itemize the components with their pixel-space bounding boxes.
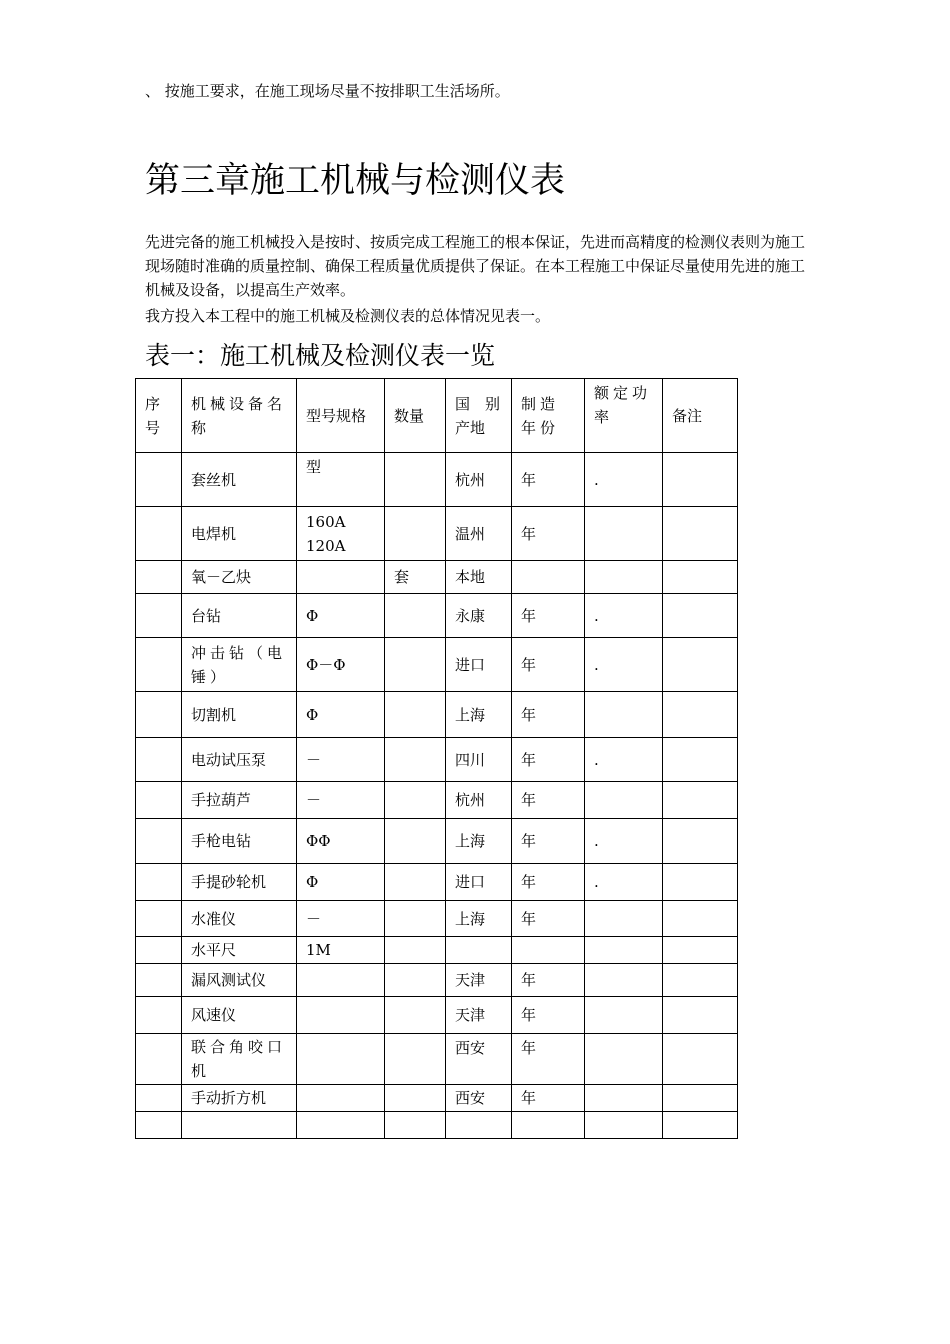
- cell-power: .: [585, 864, 663, 901]
- cell-name: 手动折方机: [182, 1085, 297, 1112]
- table-header-row: [136, 379, 738, 453]
- cell-notes: [663, 782, 738, 819]
- cell-model: 160A 120A: [297, 507, 385, 561]
- cell-name: 手枪电钻: [182, 819, 297, 864]
- cell-seq: [136, 819, 182, 864]
- cell-name: 冲击钻（电锤）: [182, 638, 297, 692]
- table-row: [136, 1112, 738, 1139]
- cell-name: 手拉葫芦: [182, 782, 297, 819]
- table-row: [136, 1085, 738, 1112]
- cell-model: Φ: [297, 692, 385, 738]
- cell-seq: [136, 738, 182, 782]
- cell-qty: [385, 1034, 446, 1085]
- cell-qty: [385, 937, 446, 964]
- cell-origin: 杭州: [446, 453, 512, 507]
- cell-model: [297, 1085, 385, 1112]
- cell-name: 套丝机: [182, 453, 297, 507]
- cell-notes: [663, 1034, 738, 1085]
- table-row: [136, 901, 738, 937]
- cell-power: [585, 782, 663, 819]
- cell-year: [512, 561, 585, 594]
- cell-name: 台钻: [182, 594, 297, 638]
- cell-seq: [136, 638, 182, 692]
- cell-power: [585, 507, 663, 561]
- cell-year: [512, 937, 585, 964]
- cell-notes: [663, 1112, 738, 1139]
- cell-origin: [446, 1112, 512, 1139]
- cell-origin: 上海: [446, 692, 512, 738]
- table-row: [136, 937, 738, 964]
- cell-origin: 永康: [446, 594, 512, 638]
- cell-qty: [385, 738, 446, 782]
- cell-power: [585, 937, 663, 964]
- cell-origin: 本地: [446, 561, 512, 594]
- cell-year: 年: [512, 819, 585, 864]
- intro-line: 、 按施工要求，在施工现场尽量不按排职工生活场所。: [145, 82, 510, 100]
- header-notes: 备注: [663, 379, 738, 453]
- table-row: [136, 594, 738, 638]
- table-row: [136, 864, 738, 901]
- cell-notes: [663, 819, 738, 864]
- cell-qty: [385, 594, 446, 638]
- cell-qty: [385, 692, 446, 738]
- cell-notes: [663, 507, 738, 561]
- cell-qty: 套: [385, 561, 446, 594]
- cell-notes: [663, 1085, 738, 1112]
- cell-qty: [385, 638, 446, 692]
- table-row: [136, 507, 738, 561]
- cell-year: [512, 1112, 585, 1139]
- cell-name: 切割机: [182, 692, 297, 738]
- cell-power: [585, 1085, 663, 1112]
- cell-origin: 天津: [446, 964, 512, 997]
- cell-notes: [663, 594, 738, 638]
- cell-power: [585, 1034, 663, 1085]
- cell-power: [585, 901, 663, 937]
- cell-seq: [136, 561, 182, 594]
- cell-name: 水平尺: [182, 937, 297, 964]
- cell-power: [585, 964, 663, 997]
- cell-name: 水准仪: [182, 901, 297, 937]
- cell-seq: [136, 782, 182, 819]
- cell-model: 型: [297, 453, 385, 507]
- cell-notes: [663, 937, 738, 964]
- header-year: 制造年份: [512, 379, 585, 453]
- cell-name: 电动试压泵: [182, 738, 297, 782]
- table-row: [136, 453, 738, 507]
- cell-seq: [136, 453, 182, 507]
- table-row: [136, 561, 738, 594]
- cell-year: 年: [512, 638, 585, 692]
- header-seq: 序号: [136, 379, 182, 453]
- cell-origin: 上海: [446, 901, 512, 937]
- cell-origin: 上海: [446, 819, 512, 864]
- paragraph-1: 先进完备的施工机械投入是按时、按质完成工程施工的根本保证，先进而高精度的检测仪表则为施工现场随时准确的质量控制、确保工程质量优质提供了保证。在本工程施工中保证尽量使用先进的施工机械及设备，以提高生产效率。: [145, 233, 806, 299]
- table-row: [136, 692, 738, 738]
- cell-year: 年: [512, 692, 585, 738]
- cell-name: 手提砂轮机: [182, 864, 297, 901]
- cell-notes: [663, 738, 738, 782]
- cell-year: 年: [512, 901, 585, 937]
- cell-model: Φ: [297, 864, 385, 901]
- cell-qty: [385, 864, 446, 901]
- cell-origin: 西安: [446, 1085, 512, 1112]
- header-origin: 国 别产地: [446, 379, 512, 453]
- cell-notes: [663, 864, 738, 901]
- header-model: 型号规格: [297, 379, 385, 453]
- table-caption: 表一：施工机械及检测仪表一览: [145, 341, 496, 370]
- cell-power: [585, 561, 663, 594]
- cell-model: －: [297, 901, 385, 937]
- cell-name: [182, 1112, 297, 1139]
- cell-notes: [663, 692, 738, 738]
- cell-qty: [385, 997, 446, 1034]
- cell-power: [585, 692, 663, 738]
- chapter-title: 第三章施工机械与检测仪表: [145, 161, 566, 201]
- cell-year: 年: [512, 964, 585, 997]
- cell-name: 风速仪: [182, 997, 297, 1034]
- cell-power: .: [585, 638, 663, 692]
- cell-year: 年: [512, 738, 585, 782]
- cell-seq: [136, 1085, 182, 1112]
- cell-model: －: [297, 738, 385, 782]
- cell-power: .: [585, 453, 663, 507]
- table-row: [136, 1034, 738, 1085]
- table-row: [136, 819, 738, 864]
- cell-year: 年: [512, 507, 585, 561]
- table-row: [136, 738, 738, 782]
- cell-model: [297, 1034, 385, 1085]
- cell-qty: [385, 782, 446, 819]
- cell-notes: [663, 453, 738, 507]
- cell-name: 漏风测试仪: [182, 964, 297, 997]
- header-power: 额定功率: [585, 379, 663, 453]
- cell-power: [585, 1112, 663, 1139]
- table-row: [136, 997, 738, 1034]
- cell-seq: [136, 901, 182, 937]
- cell-model: [297, 964, 385, 997]
- cell-notes: [663, 964, 738, 997]
- cell-qty: [385, 453, 446, 507]
- cell-year: 年: [512, 864, 585, 901]
- cell-year: 年: [512, 1085, 585, 1112]
- cell-seq: [136, 864, 182, 901]
- table-row: [136, 782, 738, 819]
- cell-seq: [136, 507, 182, 561]
- cell-model: 1M: [297, 937, 385, 964]
- cell-power: .: [585, 594, 663, 638]
- cell-origin: 温州: [446, 507, 512, 561]
- cell-notes: [663, 561, 738, 594]
- cell-origin: 杭州: [446, 782, 512, 819]
- table-row: [136, 964, 738, 997]
- cell-power: .: [585, 819, 663, 864]
- paragraph-2: 我方投入本工程中的施工机械及检测仪表的总体情况见表一。: [145, 307, 551, 325]
- cell-power: .: [585, 738, 663, 782]
- cell-origin: 天津: [446, 997, 512, 1034]
- cell-name: 氧－乙炔: [182, 561, 297, 594]
- cell-model: －: [297, 782, 385, 819]
- cell-model: [297, 1112, 385, 1139]
- cell-name: 联合角咬口机: [182, 1034, 297, 1085]
- header-name: 机械设备名称: [182, 379, 297, 453]
- cell-qty: [385, 507, 446, 561]
- cell-origin: 四川: [446, 738, 512, 782]
- equipment-table: [135, 378, 738, 1139]
- cell-seq: [136, 594, 182, 638]
- cell-model: [297, 561, 385, 594]
- cell-seq: [136, 997, 182, 1034]
- cell-qty: [385, 901, 446, 937]
- cell-year: 年: [512, 782, 585, 819]
- cell-origin: 西安: [446, 1034, 512, 1085]
- cell-origin: 进口: [446, 864, 512, 901]
- header-qty: 数量: [385, 379, 446, 453]
- cell-year: 年: [512, 453, 585, 507]
- cell-year: 年: [512, 594, 585, 638]
- cell-origin: 进口: [446, 638, 512, 692]
- cell-year: 年: [512, 1034, 585, 1085]
- cell-origin: [446, 937, 512, 964]
- table-row: [136, 638, 738, 692]
- cell-notes: [663, 638, 738, 692]
- cell-seq: [136, 937, 182, 964]
- cell-model: [297, 997, 385, 1034]
- cell-seq: [136, 1112, 182, 1139]
- cell-notes: [663, 901, 738, 937]
- cell-year: 年: [512, 997, 585, 1034]
- cell-power: [585, 997, 663, 1034]
- cell-qty: [385, 1112, 446, 1139]
- cell-seq: [136, 692, 182, 738]
- cell-notes: [663, 997, 738, 1034]
- cell-seq: [136, 964, 182, 997]
- cell-seq: [136, 1034, 182, 1085]
- cell-model: ΦΦ: [297, 819, 385, 864]
- cell-qty: [385, 1085, 446, 1112]
- cell-model: Φ: [297, 594, 385, 638]
- cell-model: Φ－Φ: [297, 638, 385, 692]
- cell-name: 电焊机: [182, 507, 297, 561]
- cell-qty: [385, 819, 446, 864]
- cell-qty: [385, 964, 446, 997]
